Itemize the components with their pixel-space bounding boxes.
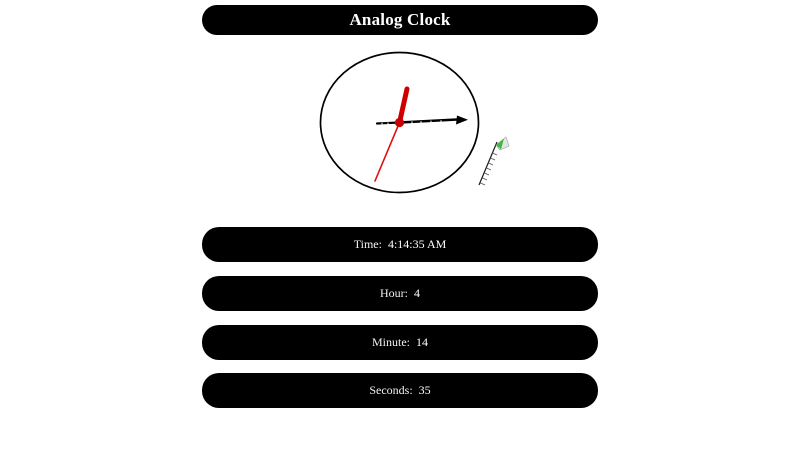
seconds-row	[202, 373, 598, 408]
minute-row-value: 14	[416, 335, 428, 349]
time-row-label: Time:	[353, 237, 382, 251]
clock-center-hub	[395, 118, 404, 127]
minute-row	[202, 325, 598, 360]
page-title-bar	[202, 5, 598, 35]
time-row-value: 4:14:35 AM	[387, 237, 447, 251]
clock-container	[300, 45, 520, 205]
analog-clock-face	[300, 45, 520, 205]
milliseconds-pointer-icon	[479, 137, 509, 185]
minute-row-label: Minute:	[372, 335, 410, 349]
page-title: Analog Clock	[349, 10, 451, 29]
minute-row-text	[372, 335, 428, 350]
time-row-text	[354, 237, 447, 252]
hour-row	[202, 276, 598, 311]
time-row	[202, 227, 598, 262]
seconds-row-text	[369, 383, 430, 398]
seconds-row-value: 35	[418, 383, 431, 397]
hour-row-text	[380, 286, 420, 301]
hour-row-label: Hour:	[380, 286, 408, 300]
hour-row-value: 4	[414, 286, 420, 300]
seconds-row-label: Seconds:	[369, 383, 413, 397]
